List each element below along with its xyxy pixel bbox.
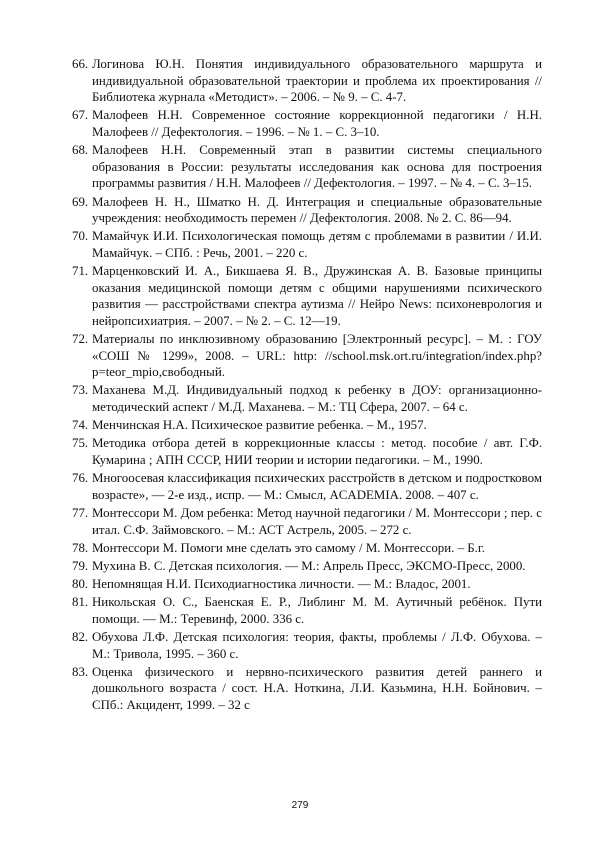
reference-item [74,263,542,329]
reference-text: Монтессори М. Помоги мне сделать это самому / М. Монтессори. – Б.г. [92,540,485,555]
reference-text: Материалы по инклюзивному образованию [Электронный ресурс]. – М. : ГОУ «СОШ № 1299», 2008. – URL: http: //school.msk.ort.ru/integration/index.php?p=teor_mpio,свободный. [92,332,542,380]
reference-text: Малофеев Н.Н. Современное состояние коррекционной педагогики / Н.Н. Малофеев // Дефектология. – 1996. – № 1. – С. 3–10. [92,108,542,139]
page-number: 279 [291,800,309,811]
reference-text: Малофеев Н.Н. Современный этап в развитии системы специального образования в России: результаты исследования как основа для построения программы развития / Н.Н. Малофеев // Дефектология. – 1997. – № 4. – С. 3–15. [92,143,542,191]
reference-text: Маханева М.Д. Индивидуальный подход к ребенку в ДОУ: организационно-методический аспект / М.Д. Маханева. – М.: ТЦ Сфера, 2007. – 64 с. [92,383,542,415]
reference-item [74,417,542,434]
reference-text: Марценковский И. А., Бикшаева Я. В., Дружинская А. В. Базовые принципы оказания медицинской помощи детям с общими нарушениями психического развития — расстройствами спектра аутизма // Нейро News: психоневрология и нейропсихиатрия. – 2007. – № 2. – С. 12—19. [92,264,542,328]
reference-text: Обухова Л.Ф. Детская психология: теория, факты, проблемы / Л.Ф. Обухова. – М.: Тривола, 1995. – 360 с. [92,630,542,661]
reference-item [74,382,542,415]
reference-text: Непомнящая Н.И. Психодиагностика личности. — М.: Владос, 2001. [92,577,471,592]
reference-number: 70. [72,229,89,244]
reference-number: 73. [72,383,89,398]
reference-item [74,558,542,575]
reference-text: Оценка физического и нервно-психического развития детей раннего и дошкольного возраста / сост. Н.А. Ноткина, Л.И. Казьмина, Н.Н. Бойнович. – СПб.: Акцидент, 1999. – 32 с [92,664,542,713]
reference-item [74,331,542,381]
reference-list [74,56,542,715]
reference-text: Логинова Ю.Н. Понятия индивидуального образовательного маршрута и индивидуальной образовательной траектории и проблема их проектирования // Библиотека журнала «Методист». – 2006. – № 9. – С. 4-7. [92,57,542,105]
reference-text: Мамайчук И.И. Психологическая помощь детям с проблемами в развитии / И.И. Мамайчук. – СПб. : Речь, 2001. – 220 с. [92,229,542,260]
reference-number: 83. [72,664,89,679]
reference-number: 71. [72,264,89,279]
reference-item [74,435,542,468]
reference-number: 76. [72,471,89,486]
reference-number: 79. [72,558,89,573]
reference-item [74,228,542,261]
reference-item [74,505,542,538]
reference-text: Методика отбора детей в коррекционные классы : метод. пособие / авт. Г.Ф. Кумарина ; АПН СССР, НИИ теории и истории педагогики. – М., 1990. [92,436,542,467]
reference-text: Мухина В. С. Детская психология. — М.: Апрель Пресс, ЭКСМО-Пресс, 2000. [92,558,526,573]
reference-number: 78. [72,540,89,555]
reference-number: 75. [72,436,89,451]
reference-item [74,56,542,106]
reference-text: Многоосевая классификация психических расстройств в детском и подростковом возрасте», — 2-е изд., испр. — М.: Смысл, ACADEMIA. 2008. – 407 с. [92,471,542,502]
reference-number: 67. [72,108,89,123]
reference-number: 80. [72,577,89,592]
reference-item [74,594,542,627]
reference-number: 74. [72,418,89,433]
reference-item [74,664,542,714]
reference-item [74,194,542,227]
reference-number: 81. [72,595,89,610]
reference-number: 77. [72,505,89,520]
reference-item [74,142,542,192]
reference-text: Менчинская Н.А. Психическое развитие ребенка. – М., 1957. [92,418,427,433]
reference-item [74,470,542,503]
reference-item [74,107,542,140]
reference-text: Монтессори М. Дом ребенка: Метод научной педагогики / М. Монтессори ; пер. с итал. С.Ф. Займовского. – М.: АСТ Астрель, 2005. – 272 с. [92,505,542,537]
reference-item [74,540,542,557]
reference-number: 69. [72,194,89,209]
reference-text: Малофеев Н. Н., Шматко Н. Д. Интеграция и специальные образовательные учреждения: необходимость перемен // Дефектология. 2008. № 2. С. 86—94. [92,194,542,226]
reference-number: 72. [72,332,89,347]
reference-number: 68. [72,143,89,158]
reference-item [74,629,542,662]
reference-item [74,576,542,593]
reference-number: 82. [72,630,89,645]
reference-text: Никольская О. С., Баенская Е. Р., Либлинг М. М. Аутичный ребёнок. Пути помощи. — М.: Теревинф, 2000. 336 с. [92,595,542,626]
reference-number: 66. [72,57,89,71]
